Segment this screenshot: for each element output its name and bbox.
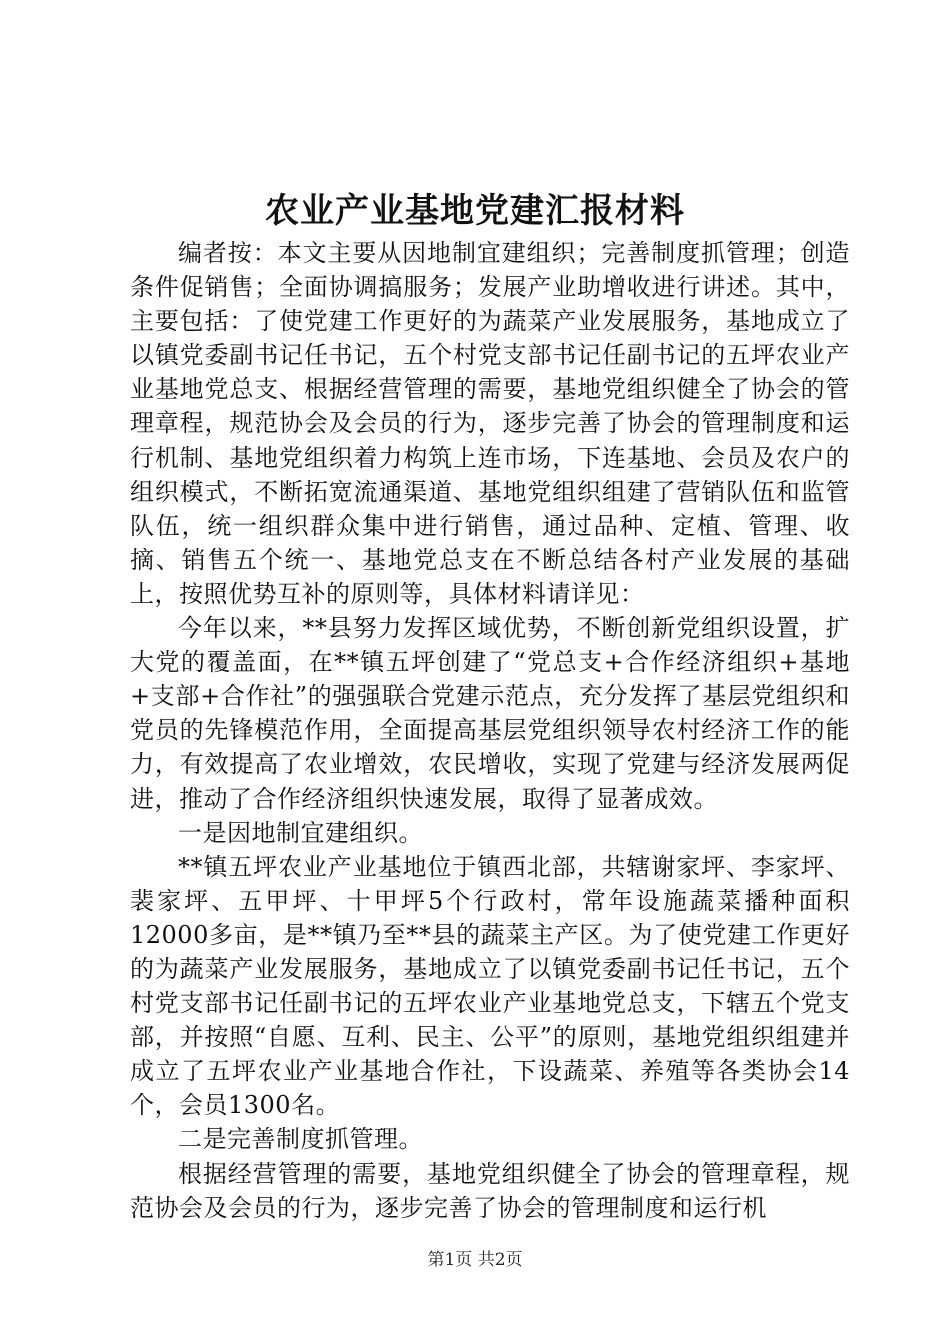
editor-note-paragraph: 编者按：本文主要从因地制宜建组织；完善制度抓管理；创造条件促销售；全面协调搞服务；发展产业助增收进行讲述。其中，主要包括：了使党建工作更好的为蔬菜产业发展服务，基地成立了以镇党委副书记任书记，五个村党支部书记任副书记的五坪农业产业基地党总支、根据经营管理的需要，基地党组织健全了协会的管理章程，规范协会及会员的行为，逐步完善了协会的管理制度和运行机制、基地党组织着力构筑上连市场，下连基地、会员及农户的组织模式，不断拓宽流通渠道、基地党组织组建了营销队伍和监管队伍，统一组织群众集中进行销售，通过品种、定植、管理、收摘、销售五个统一、基地党总支在不断总结各村产业发展的基础上，按照优势互补的原则等，具体材料请详见： — [130, 239, 850, 608]
page-footer: 第1页 共2页 — [427, 1250, 523, 1270]
intro-paragraph: 今年以来，**县努力发挥区域优势，不断创新党组织设置，扩大党的覆盖面，在**镇五坪创建了“党总支+合作经济组织+基地+支部+合作社”的强强联合党建示范点，充分发挥了基层党组织和党员的先锋模范作用，全面提高基层党组织领导农村经济工作的能力，有效提高了农业增效，农民增收，实现了党建与经济发展两促进，推动了合作经济组织快速发展，取得了显著成效。 — [130, 614, 850, 813]
document-body — [130, 236, 850, 1225]
section-heading-1: 一是因地制宜建组织。 — [178, 818, 423, 847]
section-body-1: **镇五坪农业产业基地位于镇西北部，共辖谢家坪、李家坪、裴家坪、五甲坪、十甲坪5个行政村，常年设施蔬菜播种面积12000多亩，是**镇乃至**县的蔬菜主产区。为了使党建工作更好的为蔬菜产业发展服务，基地成立了以镇党委副书记任书记，五个村党支部书记任副书记的五坪农业产业基地党总支，下辖五个党支部，并按照“自愿、互利、民主、公平”的原则，基地党组织组建并成立了五坪农业产业基地合作社，下设蔬菜、养殖等各类协会14个，会员1300名。 — [130, 852, 850, 1120]
section-heading-2: 二是完善制度抓管理。 — [178, 1125, 423, 1154]
section-body-2: 根据经营管理的需要，基地党组织健全了协会的管理章程，规范协会及会员的行为，逐步完善了协会的管理制度和运行机 — [130, 1159, 850, 1222]
page-title: 农业产业基地党建汇报材料 — [265, 191, 685, 231]
